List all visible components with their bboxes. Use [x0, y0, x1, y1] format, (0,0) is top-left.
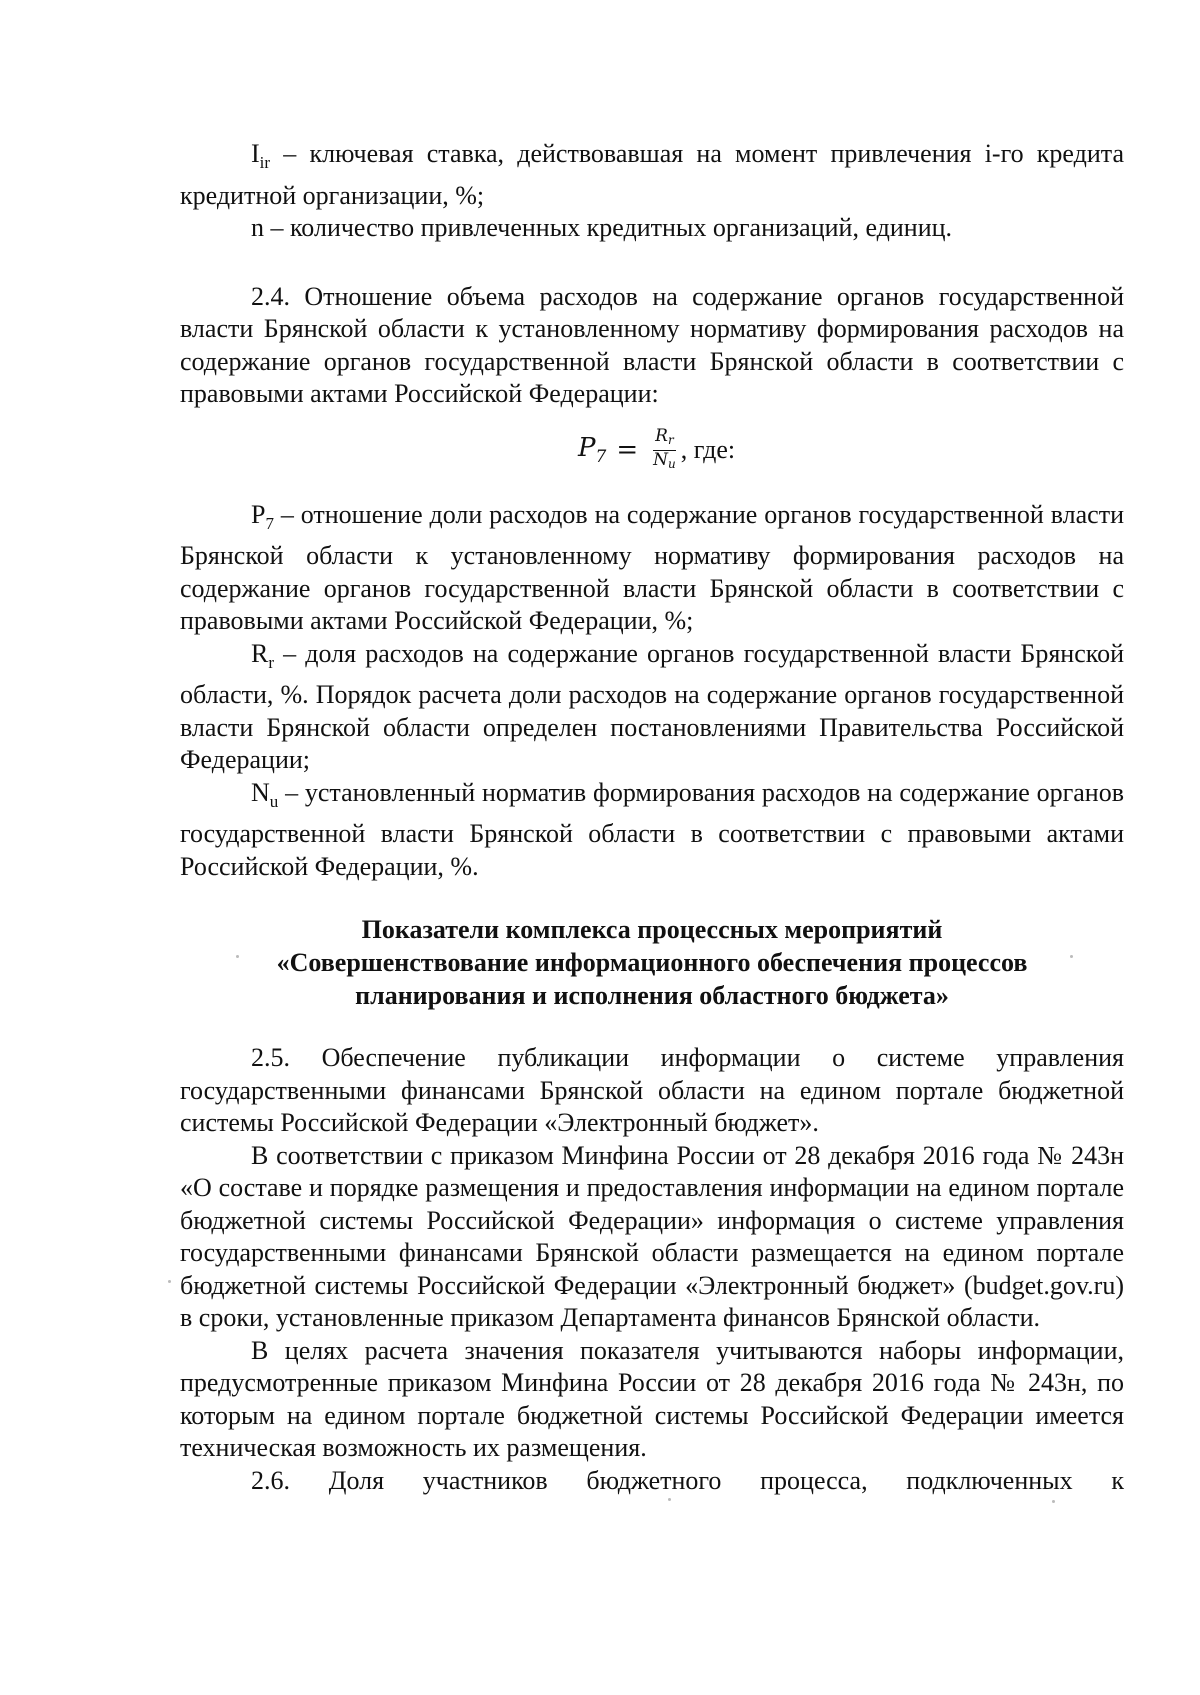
definition-n — [180, 212, 1124, 245]
definition-i-ir — [180, 138, 1124, 212]
formula-numerator: Rr — [653, 427, 676, 451]
scan-speck — [668, 1498, 671, 1501]
formula-expression — [578, 427, 735, 474]
definition-rr — [180, 638, 1124, 777]
spacer — [180, 489, 1124, 499]
section-2-5-paragraph-1: 2.5. Обеспечение публикации информации о системе управления государственными финансами Брянской области на едином портале бюджетной системы Российской Федерации «Электронный бюджет». — [180, 1043, 1124, 1137]
section-2-6-paragraph: 2.6. Доля участников бюджетного процесса, подключенных к — [251, 1465, 1124, 1495]
definition-subscript: u — [269, 791, 279, 811]
formula-lhs: $P_7$ — [578, 433, 607, 467]
section-2-4-paragraph: 2.4. Отношение объема расходов на содержание органов государственной власти Брянской области к установленному нормативу формирования расходов на содержание органов государственной власти Брянской области в соответствии с правовыми актами Российской Федерации: — [180, 281, 1124, 408]
formula-equals: = — [616, 435, 639, 465]
definition-p7 — [180, 499, 1124, 638]
document-body — [180, 138, 1124, 1497]
scan-speck — [236, 955, 239, 958]
definition-text: – ключевая ставка, действовавшая на момент привлечения i-го кредита кредитной организации, %; — [180, 139, 1124, 210]
scan-speck — [1070, 955, 1073, 958]
definition-subscript: ir — [259, 153, 271, 172]
section-heading-line-3: планирования и исполнения областного бюджета» — [355, 981, 949, 1010]
definition-text: – количество привлеченных кредитных организаций, единиц. — [264, 213, 953, 242]
section-2-5-paragraph-3: В целях расчета значения показателя учитываются наборы информации, предусмотренные приказом Минфина России от 28 декабря 2016 года № 243н, по которым на едином портале бюджетной системы Российской Федерации имеется техническая возможность их размещения. — [180, 1335, 1124, 1462]
definition-text: – отношение доли расходов на содержание органов государственной власти Брянской области к установленному нормативу формирования расходов на содержание органов государственной власти Брянской области в соответствии с правовыми актами Российской Федерации, %; — [180, 499, 1124, 635]
scan-speck — [168, 1280, 171, 1283]
section-2-5-paragraph-2: В соответствии с приказом Минфина России от 28 декабря 2016 года № 243н «О составе и порядке размещения и предоставления информации на едином портале бюджетной системы Российской Федерации» информация о системе управления государственными финансами Брянской области размещается на едином портале бюджетной системы Российской Федерации «Электронный бюджет» (budget.gov.ru) в сроки, установленные приказом Департамента финансов Брянской области. — [180, 1140, 1124, 1332]
spacer — [180, 245, 1124, 281]
definition-subscript: 7 — [265, 513, 274, 533]
spacer — [180, 1012, 1124, 1042]
definition-symbol: n — [251, 213, 264, 242]
definition-symbol: N — [251, 777, 270, 807]
definition-symbol: I — [251, 139, 260, 168]
formula-fraction — [651, 427, 678, 474]
formula-denominator: Nu — [653, 449, 676, 471]
spacer — [180, 883, 1124, 913]
definition-text: – доля расходов на содержание органов государственной власти Брянской области, %. Порядок расчета доли расходов на содержание органов государственной власти Брянской области определен постановлениями Правительства Российской Федерации; — [180, 638, 1124, 774]
formula-suffix: , где: — [680, 435, 736, 464]
scan-speck — [1052, 1500, 1055, 1503]
section-heading-line-1: Показатели комплекса процессных мероприятий — [361, 915, 943, 944]
section-heading-line-2: «Совершенствование информационного обеспечения процессов — [276, 948, 1028, 977]
definition-symbol: R — [251, 638, 269, 668]
definition-subscript: r — [268, 652, 275, 672]
definition-nu — [180, 777, 1124, 884]
definition-text: – установленный норматив формирования расходов на содержание органов государственной власти Брянской области в соответствии с правовыми актами Российской Федерации, %. — [180, 777, 1124, 881]
formula-p7 — [180, 411, 1124, 489]
definition-symbol: P — [251, 499, 266, 529]
